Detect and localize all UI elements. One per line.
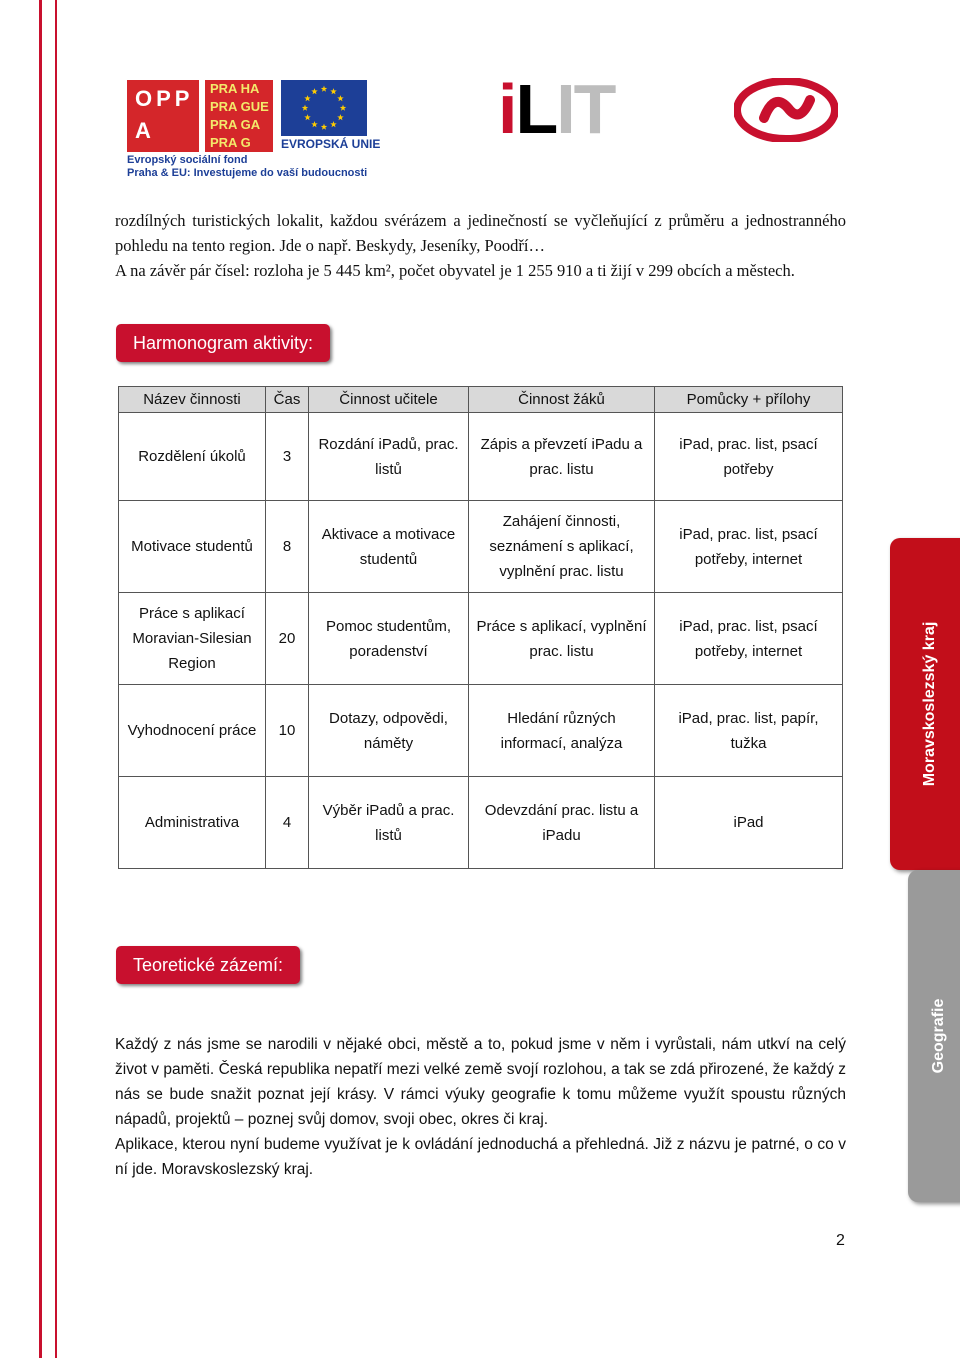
margin-rule [39,0,42,1358]
star-icon [337,95,343,101]
ilit-it: IT [556,70,615,148]
table-cell: Odevzdání prac. listu a iPadu [469,777,655,869]
table-cell: 4 [266,777,309,869]
star-icon [302,105,308,111]
column-header: Činnost žáků [469,387,655,413]
table-cell: Zahájení činnosti, seznámení s aplikací, vyplnění prac. listu [469,501,655,593]
table-cell: Zápis a převzetí iPadu a prac. listu [469,413,655,501]
table-cell: Administrativa [119,777,266,869]
table-cell: Výběr iPadů a prac. listů [309,777,469,869]
table-cell: Hledání různých informací, analýza [469,685,655,777]
table-cell: iPad, prac. list, papír, tužka [655,685,843,777]
table-cell: Dotazy, odpovědi, náměty [309,685,469,777]
theory-paragraph: Každý z nás jsme se narodili v nějaké obci, městě a to, pokud jsme v něm i vyrůstali, nám utkví na celý život v paměti. Česká republika nepatří mezi velké země svojí rozlohou, a tak se zdá přirozené, že každý z nás se bude snažit poznat její krásy. V rámci výuky geografie k tomu můžeme využít spoustu různých nápadů, projektů – poznej svůj domov, svoji obec, okres či kraj. [115,1036,846,1128]
star-icon [337,114,343,120]
column-header: Činnost učitele [309,387,469,413]
schedule-heading: Harmonogram aktivity: [116,324,330,362]
table-cell: Rozdání iPadů, prac. listů [309,413,469,501]
table-cell: iPad, prac. list, psací potřeby [655,413,843,501]
praha-logo [205,80,273,152]
column-header: Název činnosti [119,387,266,413]
table-cell: Rozdělení úkolů [119,413,266,501]
opp-logo [127,80,199,152]
schedule-table [118,386,843,869]
star-icon [304,95,310,101]
table-cell: Aktivace a motivace studentů [309,501,469,593]
star-icon [304,114,310,120]
column-header: Čas [266,387,309,413]
table-cell: iPad [655,777,843,869]
side-tab-region [890,538,960,870]
intro-paragraph: A na závěr pár čísel: rozloha je 5 445 km², počet obyvatel je 1 255 910 a ti žijí v 299 obcích a městech. [115,261,795,280]
praha-logo-text [210,80,272,152]
ilit-l: L [515,70,557,148]
intro-paragraph: rozdílných turistických lokalit, každou svérázem a jedinečností se vyčleňující z průměru a jednostranného pohledu na tento region. Jde o např. Beskydy, Jeseníky, Poodří… [115,211,846,255]
table-cell: Práce s aplikací, vyplnění prac. listu [469,593,655,685]
star-icon [340,105,346,111]
eu-flag [281,80,367,136]
eu-stars-icon [281,80,367,136]
table-cell: 10 [266,685,309,777]
eu-label: EVROPSKÁ UNIE [281,137,381,151]
table-cell: 20 [266,593,309,685]
side-tab-label: Geografie [930,998,947,1074]
opp-logo-text-bottom: A [135,118,155,143]
table-cell: Vyhodnocení práce [119,685,266,777]
table-header-row [119,387,843,413]
table-cell: iPad, prac. list, psací potřeby, internet [655,501,843,593]
star-icon [321,86,327,92]
theory-paragraph: Aplikace, kterou nyní budeme využívat je k ovládání jednoduchá a přehledná. Již z názvu je patrné, o co v ní jde. Moravskoslezský kraj. [115,1136,846,1178]
table-cell: Pomoc studentům, poradenství [309,593,469,685]
side-tab-subject [908,870,960,1202]
praha-line: PRA GA [210,117,261,132]
table-row [119,501,843,593]
praha-line: PRA G [210,135,251,150]
praha-line: PRA GUE [210,99,269,114]
esf-line: Praha & EU: Investujeme do vaší budoucnosti [127,167,368,179]
table-cell: 8 [266,501,309,593]
region-logo-icon [734,78,838,142]
side-tab-label: Moravskoslezský kraj [921,621,938,787]
opp-logo-text-top: OPP [135,86,194,111]
table-cell: Práce s aplikací Moravian-Silesian Region [119,593,266,685]
star-icon [311,88,317,94]
table-row [119,777,843,869]
esf-line: Evropský sociální fond [127,154,248,166]
praha-line: PRA HA [210,81,260,96]
star-icon [311,121,317,127]
star-icon [321,124,327,130]
ilit-i: i [498,70,516,148]
theory-heading: Teoretické zázemí: [116,946,300,984]
ilit-logo [498,70,615,148]
table-row [119,685,843,777]
margin-rule-thin [55,0,57,1358]
table-cell: 3 [266,413,309,501]
star-icon [330,88,336,94]
esf-caption [127,154,367,180]
table-cell: iPad, prac. list, psací potřeby, internet [655,593,843,685]
table-cell: Motivace studentů [119,501,266,593]
table-row [119,593,843,685]
intro-text [115,208,846,283]
star-icon [330,121,336,127]
page-number: 2 [836,1232,845,1249]
table-row [119,413,843,501]
theory-text [115,1032,846,1182]
column-header: Pomůcky + přílohy [655,387,843,413]
